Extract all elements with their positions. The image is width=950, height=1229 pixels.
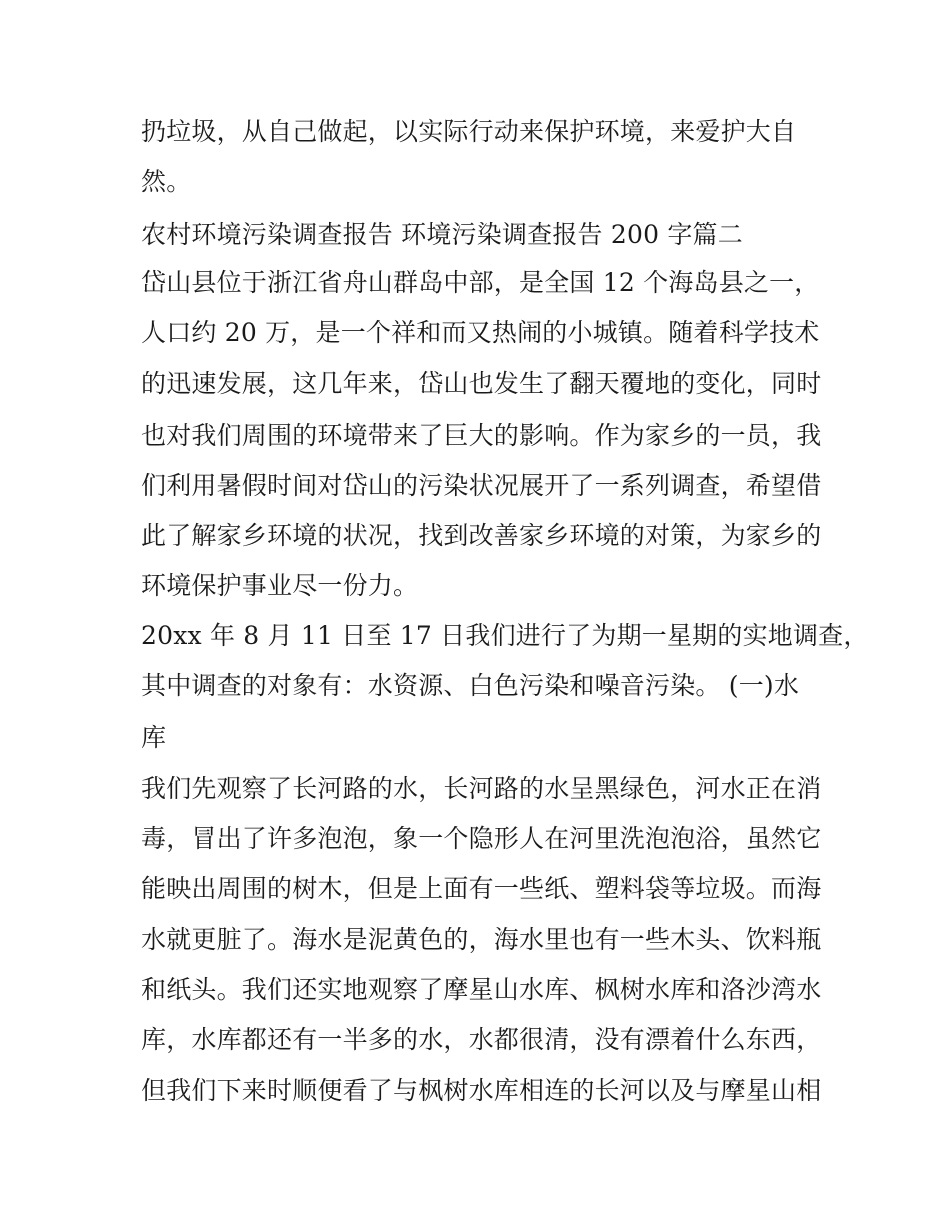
text-line: 但我们下来时顺便看了与枫树水库相连的长河以及与摩星山相	[141, 1076, 822, 1105]
text-line: 其中调查的对象有：水资源、白色污染和噪音污染。 (一)水	[141, 671, 800, 700]
text-line: 库，水库都还有一半多的水，水都很清，没有漂着什么东西，	[141, 1025, 822, 1054]
text-line: 也对我们周围的环境带来了巨大的影响。作为家乡的一员，我	[141, 421, 822, 450]
text-line: 水就更脏了。海水是泥黄色的，海水里也有一些木头、饮料瓶	[141, 925, 822, 954]
section-heading: 农村环境污染调查报告 环境污染调查报告 200 字篇二	[141, 220, 743, 249]
text-line: 和纸头。我们还实地观察了摩星山水库、枫树水库和洛沙湾水	[141, 975, 822, 1004]
text-line: 环境保护事业尽一份力。	[141, 571, 419, 600]
text-line: 然。	[141, 167, 192, 196]
text-line: 此了解家乡环境的状况，找到改善家乡环境的对策，为家乡的	[141, 521, 822, 550]
text-line: 岱山县位于浙江省舟山群岛中部，是全国 12 个海岛县之一，	[141, 268, 820, 297]
text-line: 们利用暑假时间对岱山的污染状况展开了一系列调查，希望借	[141, 471, 822, 500]
text-line: 我们先观察了长河路的水，长河路的水呈黑绿色，河水正在消	[141, 774, 822, 803]
text-line: 20xx 年 8 月 11 日至 17 日我们进行了为期一星期的实地调查，	[141, 621, 869, 650]
text-line: 能映出周围的树木，但是上面有一些纸、塑料袋等垃圾。而海	[141, 874, 822, 903]
text-line: 人口约 20 万，是一个祥和而又热闹的小城镇。随着科学技术	[141, 318, 820, 347]
text-line: 扔垃圾，从自己做起，以实际行动来保护环境，来爱护大自	[141, 117, 797, 146]
text-line: 库	[141, 723, 167, 752]
text-line: 毒，冒出了许多泡泡，象一个隐形人在河里洗泡泡浴，虽然它	[141, 824, 822, 853]
text-line: 的迅速发展，这几年来，岱山也发生了翻天覆地的变化，同时	[141, 369, 822, 398]
